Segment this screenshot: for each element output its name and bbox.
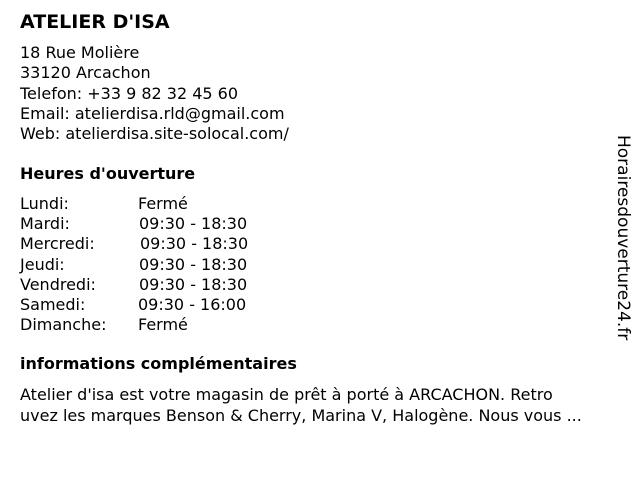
email-address: Email: atelierdisa.rld@gmail.com bbox=[20, 103, 285, 123]
phone-number: Telefon: +33 9 82 32 45 60 bbox=[20, 83, 239, 103]
day-label: Vendredi: bbox=[20, 274, 96, 294]
site-watermark bbox=[612, 135, 634, 347]
hours-value: Fermé bbox=[138, 315, 188, 335]
hours-value: 09:30 - 18:30 bbox=[140, 234, 249, 254]
hours-value: Fermé bbox=[138, 194, 188, 213]
hours-value: 09:30 - 16:00 bbox=[138, 294, 247, 314]
hours-heading: Heures d'ouverture bbox=[20, 164, 196, 183]
info-heading: informations complémentaires bbox=[20, 354, 297, 373]
day-label: Lundi: bbox=[20, 194, 69, 213]
business-name: ATELIER D'ISA bbox=[20, 11, 170, 33]
info-description bbox=[20, 384, 632, 426]
day-label: Dimanche: bbox=[20, 315, 107, 335]
website-address: Web: atelierdisa.site-solocal.com/ bbox=[20, 124, 289, 144]
hours-value: 09:30 - 18:30 bbox=[139, 214, 248, 234]
watermark-text: Horairesdouverture24.fr bbox=[613, 135, 633, 341]
day-label: Mardi: bbox=[20, 214, 70, 234]
day-label: Mercredi: bbox=[20, 234, 95, 254]
hours-value: 09:30 - 18:30 bbox=[139, 274, 248, 294]
day-label: Samedi: bbox=[20, 294, 86, 314]
address-street: 18 Rue Molière bbox=[20, 43, 140, 62]
address-city: 33120 Arcachon bbox=[20, 63, 151, 83]
description-line-2: uvez les marques Benson & Cherry, Marina V, Halogène. Nous vous ... bbox=[20, 406, 582, 425]
hours-value: 09:30 - 18:30 bbox=[139, 254, 248, 274]
contact-block bbox=[20, 43, 289, 144]
description-line-1: Atelier d'isa est votre magasin de prêt à porté à ARCACHON. Retro bbox=[20, 385, 553, 404]
day-label: Jeudi: bbox=[20, 254, 65, 274]
